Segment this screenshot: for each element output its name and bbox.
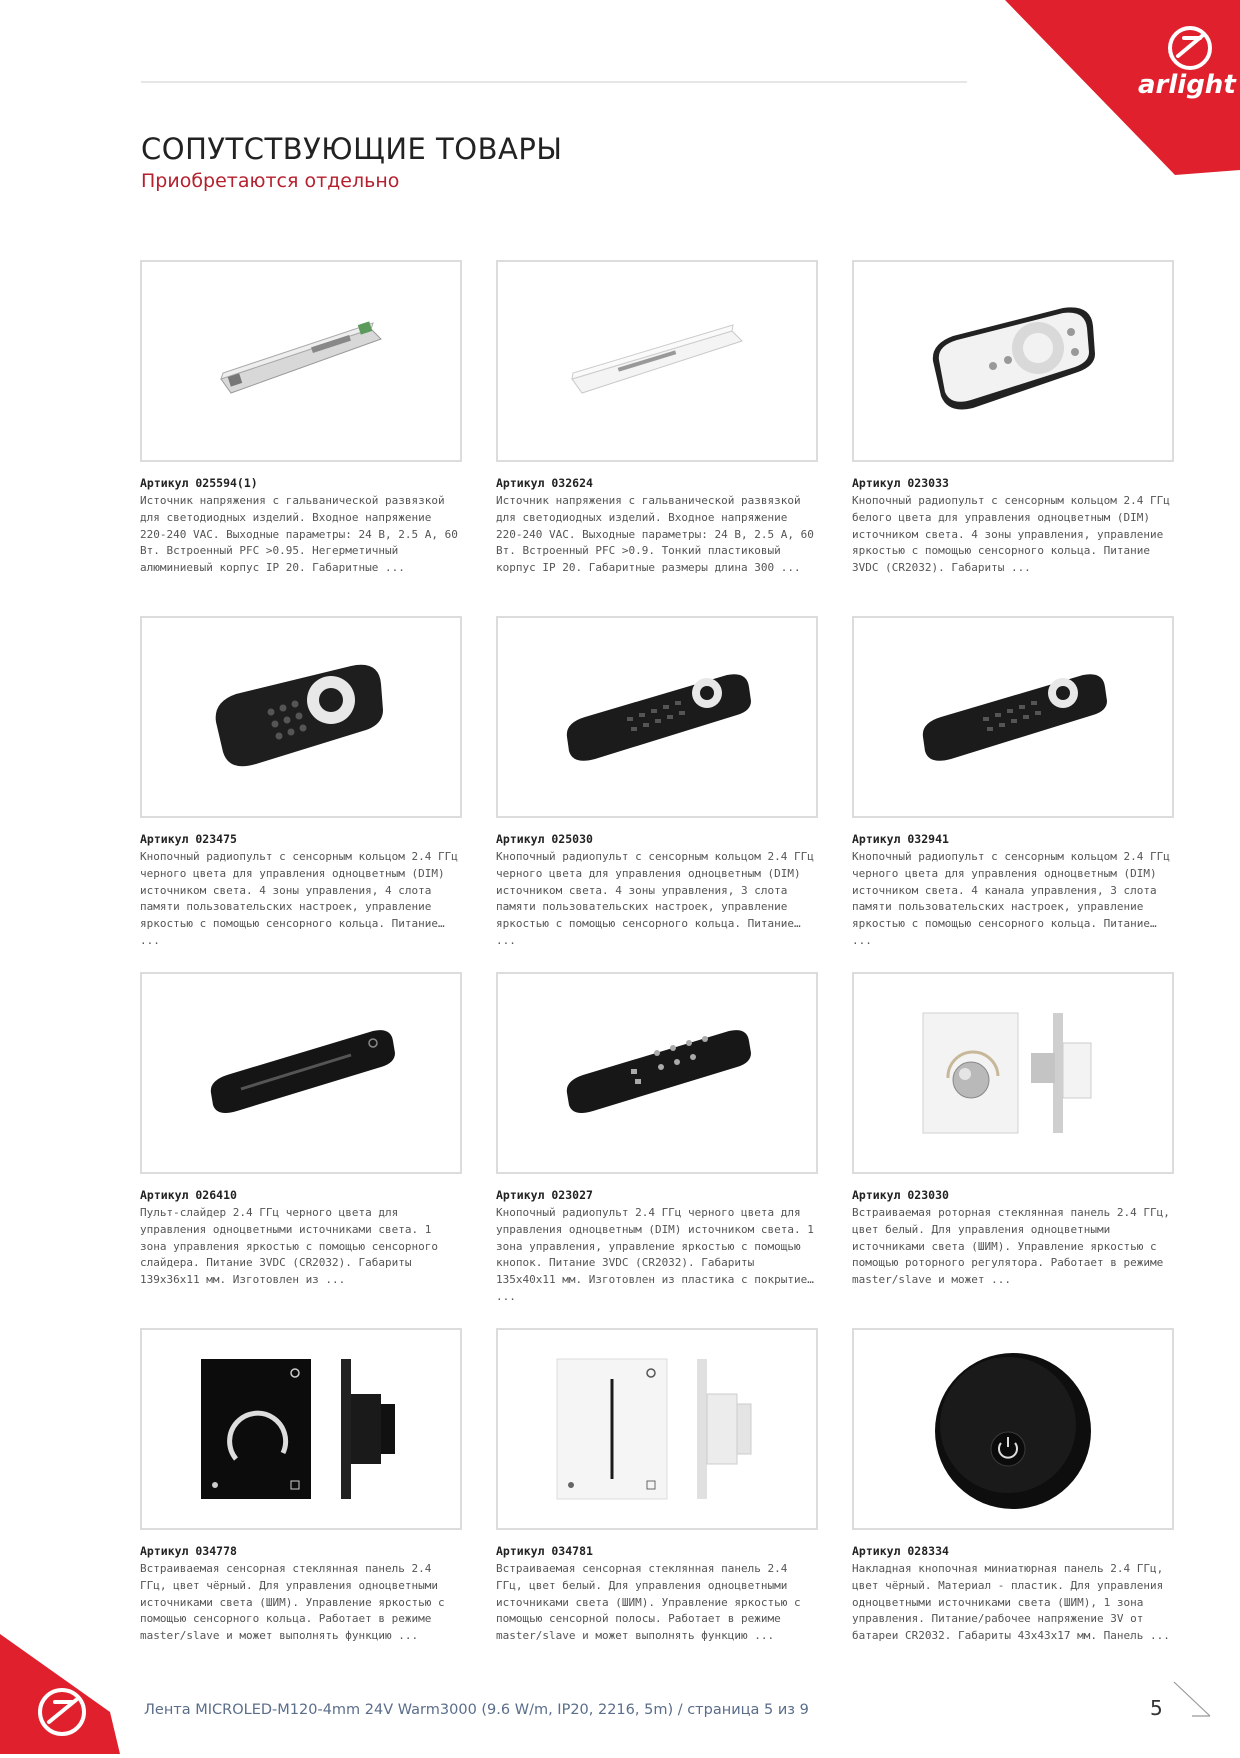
product-image[interactable] [140,260,462,462]
product-image[interactable] [140,972,462,1174]
product-description: Встраиваемая сенсорная стеклянная панель 2.4 ГГц, цвет белый. Для управления одноцветными источниками света (ШИМ). Управление яркостью с помощью сенсорной полосы. Работает в режиме master/slave и может выполнять функцию ... [496,1562,801,1643]
product-card[interactable] [852,1328,1174,1645]
product-card[interactable] [852,972,1174,1289]
round-puck-icon [913,1339,1113,1519]
product-description: Кнопочный радиопульт с сенсорным кольцом 2.4 ГГц черного цвета для управления одноцветным (DIM) источником света. 4 канала управления, 3 слота памяти пользовательских настроек, управление яркостью с помощью сенсорного кольца. Питание ... [852,850,1170,947]
product-image[interactable] [852,260,1174,462]
touch-panel-icon [547,1349,767,1509]
page-number: 5 [1150,1696,1163,1720]
product-description: Встраиваемая сенсорная стеклянная панель 2.4 ГГц, цвет чёрный. Для управления одноцветными источниками света (ШИМ). Управление яркостью с помощью сенсорного кольца. Работает в режиме master/slave и может выполнять функцию ... [140,1562,445,1643]
product-card[interactable] [140,1328,462,1645]
product-card[interactable] [852,260,1174,577]
product-code[interactable]: Артикул 025030 [496,832,593,846]
product-card[interactable] [496,260,818,577]
product-image[interactable] [852,972,1174,1174]
product-description: Кнопочный радиопульт 2.4 ГГц черного цвета для управления одноцветным (DIM) источником света. 1 зона управления, управление яркостью с помощью кнопок. Питание 3VDC (CR2032). Габариты 135x40x11 мм. Изготовлен из пластика с покрытием ... [496,1206,814,1303]
product-image[interactable] [496,260,818,462]
brand-corner-bottom [0,1594,120,1754]
product-code[interactable]: Артикул 034778 [140,1544,237,1558]
remote-black-icon [557,657,757,777]
product-code[interactable]: Артикул 025594(1) [140,476,258,490]
product-description: Пульт-слайдер 2.4 ГГц черного цвета для управления одноцветными источниками света. 1 зона управления яркостью с помощью сенсорного слайдера. Питание 3VDC (CR2032). Габариты 139x36x11 мм. Изготовлен из ... [140,1206,439,1287]
product-image[interactable] [496,972,818,1174]
brand-corner [910,0,1240,175]
top-divider [141,81,967,83]
touch-panel-icon [191,1349,411,1509]
power-supply-icon [557,301,757,421]
product-description: Кнопочный радиопульт с сенсорным кольцом 2.4 ГГц белого цвета для управления одноцветным (DIM) источником света. 4 зоны управления, управление яркостью с помощью сенсорного кольца. Питание 3VDC (CR2032). Габариты ... [852,494,1170,575]
product-image[interactable] [852,1328,1174,1530]
product-description: Источник напряжения с гальванической развязкой для светодиодных изделий. Входное напряжение 220-240 VAC. Выходные параметры: 24 В, 2.5 А, 60 Вт. Встроенный PFC >0.95. Негерметичный алюминиевый корпус IP 20. Габаритные ... [140,494,458,575]
rotary-panel-icon [903,998,1123,1148]
product-card[interactable] [140,972,462,1289]
page-subtitle: Приобретаются отдельно [141,170,400,192]
product-code[interactable]: Артикул 028334 [852,1544,949,1558]
product-code[interactable]: Артикул 026410 [140,1188,237,1202]
product-card[interactable] [852,616,1174,947]
remote-slider-icon [201,1013,401,1133]
remote-black-icon [913,657,1113,777]
product-description: Источник напряжения с гальванической развязкой для светодиодных изделий. Входное напряжение 220-240 VAC. Выходные параметры: 24 В, 2.5 А, 60 Вт. Встроенный PFC >0.9. Тонкий пластиковый корпус IP 20. Габаритные размеры длина 300 ... [496,494,814,575]
product-image[interactable] [496,1328,818,1530]
product-image[interactable] [140,616,462,818]
product-description: Кнопочный радиопульт с сенсорным кольцом 2.4 ГГц черного цвета для управления одноцветным (DIM) источником света. 4 зоны управления, 4 слота памяти пользовательских настроек, управление яркостью с помощью сенсорного кольца. Питание ... [140,850,458,947]
product-code[interactable]: Артикул 023033 [852,476,949,490]
product-description: Встраиваемая роторная стеклянная панель 2.4 ГГц, цвет белый. Для управления одноцветными источниками света (ШИМ). Управление яркостью с помощью роторного регулятора. Работает в режиме master/slave и может ... [852,1206,1170,1287]
product-image[interactable] [140,1328,462,1530]
product-image[interactable] [852,616,1174,818]
product-code[interactable]: Артикул 034781 [496,1544,593,1558]
logo-text: arlight [1138,70,1236,100]
product-image[interactable] [496,616,818,818]
page-title: СОПУТСТВУЮЩИЕ ТОВАРЫ [141,132,563,167]
remote-white-icon [913,296,1113,426]
remote-black-icon [201,652,401,782]
product-code[interactable]: Артикул 023027 [496,1188,593,1202]
footer-text: Лента MICROLED-M120-4mm 24V Warm3000 (9.6 W/m, IP20, 2216, 5m) / страница 5 из 9 [144,1702,809,1718]
product-card[interactable] [140,616,462,947]
product-code[interactable]: Артикул 032624 [496,476,593,490]
product-card[interactable] [140,260,462,577]
power-supply-icon [201,301,401,421]
product-code[interactable]: Артикул 023475 [140,832,237,846]
product-card[interactable] [496,616,818,947]
remote-black-icon [557,1013,757,1133]
product-description: Накладная кнопочная миниатюрная панель 2.4 ГГц, цвет чёрный. Материал - пластик. Для управления одноцветными источниками света (ШИМ), 1 зона управления. Питание/рабочее напряжение 3V от батареи CR2032. Габариты 43x43x17 мм. Панель ... [852,1562,1170,1643]
product-code[interactable]: Артикул 032941 [852,832,949,846]
page-corner-slash-icon [1172,1680,1212,1720]
product-code[interactable]: Артикул 023030 [852,1188,949,1202]
product-description: Кнопочный радиопульт с сенсорным кольцом 2.4 ГГц черного цвета для управления одноцветным (DIM) источником света. 4 зоны управления, 3 слота памяти пользовательских настроек, управление яркостью с помощью сенсорного кольца. Питание ... [496,850,814,947]
product-card[interactable] [496,1328,818,1645]
product-card[interactable] [496,972,818,1303]
